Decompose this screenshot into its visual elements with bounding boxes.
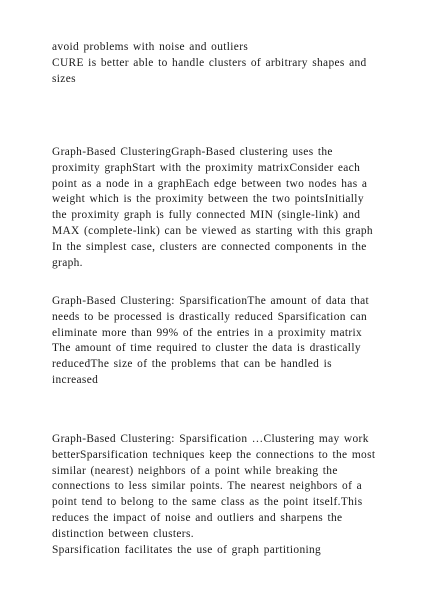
text-line: connections to less similar points. The nearest neighbors of a (52, 480, 363, 493)
text-line: increased (52, 373, 99, 386)
text-line: CURE is better able to handle clusters of arbitrary shapes and (52, 56, 367, 69)
text-line: proximity graphStart with the proximity matrixConsider each (52, 161, 361, 174)
text-line: the proximity graph is fully connected MIN (single-link) and (52, 209, 361, 222)
text-line: Graph-Based Clustering: SparsificationThe amount of data that (52, 295, 370, 307)
text-line: needs to be processed is drastically reduced Sparsification can (52, 310, 368, 323)
text-line: eliminate more than 99% of the entries in a proximity matrix (52, 326, 363, 339)
text-line: weight which is the proximity between the two pointsInitially (52, 193, 364, 206)
text-line: Graph-Based ClusteringGraph-Based clustering uses the (52, 146, 333, 158)
text-line: The amount of time required to cluster the data is drastically (52, 342, 361, 355)
text-line: Sparsification facilitates the use of graph partitioning (52, 543, 322, 556)
text-line: avoid problems with noise and outliers (52, 41, 249, 53)
paragraph-sparsification (52, 294, 378, 389)
text-line: betterSparsification techniques keep the connections to the most (52, 448, 376, 461)
paragraph-cure-summary (52, 40, 378, 87)
text-line: graph. (52, 256, 83, 269)
paragraph-sparsification-continued (52, 432, 378, 558)
text-line: In the simplest case, clusters are connected components in the (52, 240, 367, 253)
text-line: sizes (52, 72, 76, 85)
text-line: reduces the impact of noise and outliers and sharpens the (52, 511, 343, 524)
text-line: similar (nearest) neighbors of a point while breaking the (52, 464, 338, 477)
text-line: point tend to belong to the same class as the point itself.This (52, 496, 363, 509)
paragraph-graph-based-clustering (52, 145, 378, 271)
text-line: Graph-Based Clustering: Sparsification …Clustering may work (52, 433, 369, 445)
text-line: point as a node in a graphEach edge between two nodes has a (52, 177, 368, 190)
text-line: reducedThe size of the problems that can be handled is (52, 358, 332, 371)
text-line: distinction between clusters. (52, 527, 194, 540)
text-line: MAX (complete-link) can be viewed as starting with this graph (52, 224, 373, 237)
